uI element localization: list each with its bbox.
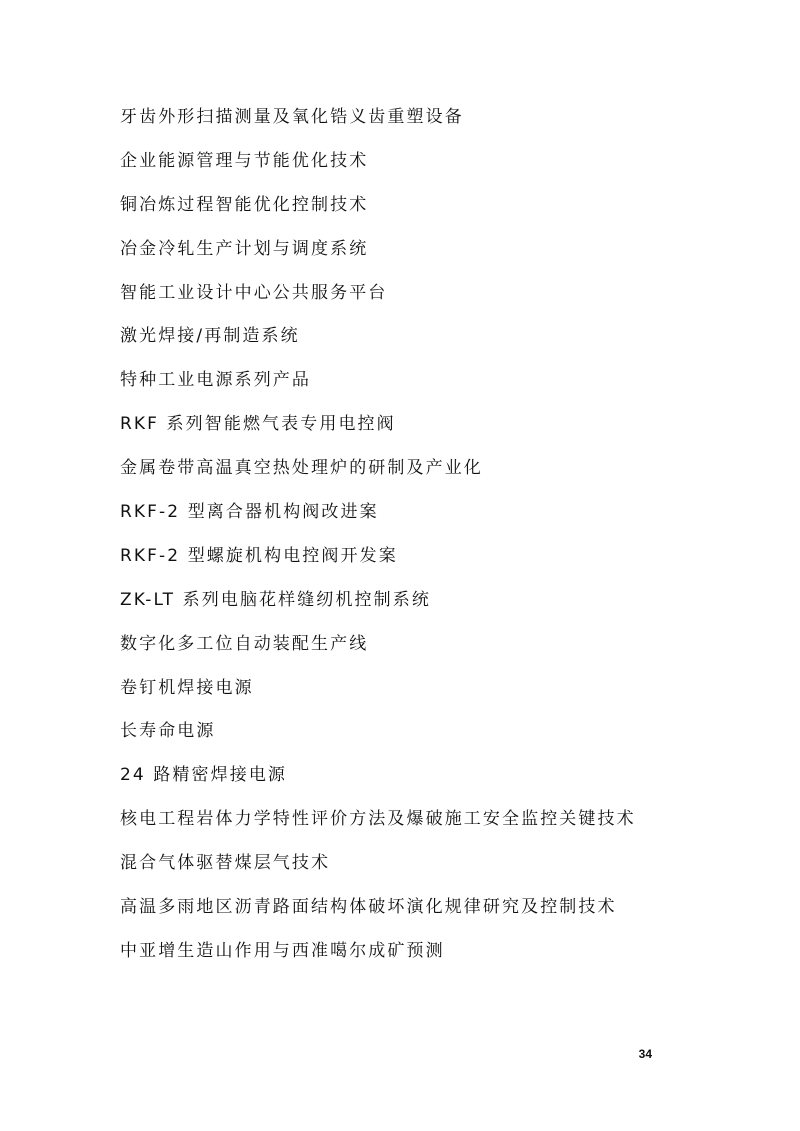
list-item: RKF-2 型离合器机构阀改进案 <box>120 502 379 523</box>
list-item: RKF 系列智能燃气表专用电控阀 <box>120 414 396 435</box>
list-item: RKF-2 型螺旋机构电控阀开发案 <box>120 545 398 566</box>
list-item: 数字化多工位自动装配生产线 <box>120 633 369 654</box>
list-item: 高温多雨地区沥青路面结构体破坏演化规律研究及控制技术 <box>120 897 617 918</box>
list-item: 企业能源管理与节能优化技术 <box>120 150 369 171</box>
list-item: 激光焊接/再制造系统 <box>120 326 300 347</box>
list-item: 牙齿外形扫描测量及氧化锆义齿重塑设备 <box>120 107 464 127</box>
list-item: 特种工业电源系列产品 <box>120 370 311 391</box>
list-item: 冶金冷轧生产计划与调度系统 <box>120 238 369 259</box>
list-item: 铜冶炼过程智能优化控制技术 <box>120 194 369 215</box>
list-item: 中亚增生造山作用与西准噶尔成矿预测 <box>120 940 445 961</box>
list-item: 智能工业设计中心公共服务平台 <box>120 282 388 303</box>
project-list <box>120 101 720 979</box>
list-item: ZK-LT 系列电脑花样缝纫机控制系统 <box>120 589 431 610</box>
list-item: 混合气体驱替煤层气技术 <box>120 853 331 874</box>
page-number: 34 <box>638 1047 652 1061</box>
list-item: 24 路精密焊接电源 <box>120 765 288 786</box>
list-item: 卷钉机焊接电源 <box>120 677 254 698</box>
list-item: 长寿命电源 <box>120 721 216 742</box>
list-item: 核电工程岩体力学特性评价方法及爆破施工安全监控关键技术 <box>120 809 636 830</box>
list-item: 金属卷带高温真空热处理炉的研制及产业化 <box>120 458 483 479</box>
